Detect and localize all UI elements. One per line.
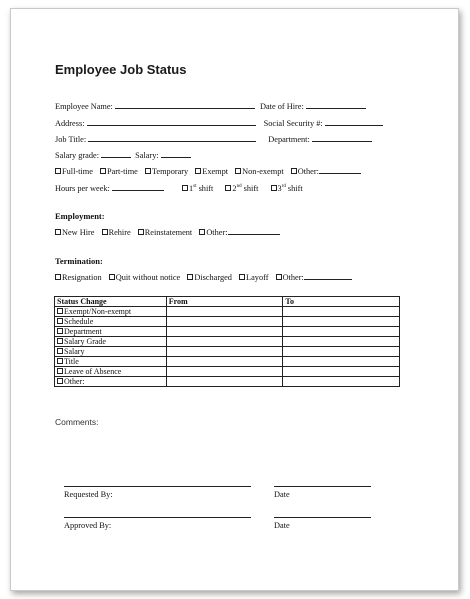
employee-name-row <box>55 101 366 112</box>
employment-heading: Employment: <box>55 211 105 221</box>
part-time-option[interactable]: Part-time <box>100 167 138 176</box>
status-cell[interactable]: Leave of Absence <box>55 367 167 377</box>
checkbox[interactable] <box>57 358 63 364</box>
date-of-hire-field[interactable] <box>306 101 366 109</box>
checkbox[interactable] <box>187 274 193 280</box>
other-termination-field[interactable] <box>304 272 352 280</box>
social-security-field[interactable] <box>325 118 383 126</box>
checkbox[interactable] <box>57 318 63 324</box>
checkbox[interactable] <box>195 168 201 174</box>
checkbox[interactable] <box>102 229 108 235</box>
status-cell[interactable]: Schedule <box>55 317 167 327</box>
table-row <box>55 337 400 347</box>
non-exempt-option[interactable]: Non-exempt <box>235 167 283 176</box>
checkbox[interactable] <box>182 185 188 191</box>
from-cell[interactable] <box>166 307 283 317</box>
to-header: To <box>283 297 400 307</box>
salary-label: Salary: <box>135 151 159 160</box>
requested-by-line[interactable] <box>64 486 251 487</box>
hours-row <box>55 182 303 194</box>
checkbox[interactable] <box>235 168 241 174</box>
table-row <box>55 357 400 367</box>
address-field[interactable] <box>87 118 256 126</box>
checkbox[interactable] <box>109 274 115 280</box>
other-employment-type-option[interactable]: Other: <box>291 167 361 176</box>
checkbox[interactable] <box>145 168 151 174</box>
from-cell[interactable] <box>166 317 283 327</box>
date-line-2[interactable] <box>274 517 371 518</box>
checkbox[interactable] <box>55 229 61 235</box>
requested-by-label: Requested By: <box>64 490 113 499</box>
job-title-row <box>55 134 372 145</box>
termination-options-row <box>55 272 352 283</box>
checkbox[interactable] <box>57 328 63 334</box>
status-cell[interactable]: Exempt/Non-exempt <box>55 307 167 317</box>
checkbox[interactable] <box>225 185 231 191</box>
resignation-option[interactable]: Resignation <box>55 273 102 282</box>
salary-grade-field[interactable] <box>101 150 131 158</box>
checkbox[interactable] <box>138 229 144 235</box>
checkbox[interactable] <box>55 168 61 174</box>
other-employment-field[interactable] <box>228 227 280 235</box>
from-cell[interactable] <box>166 377 283 387</box>
termination-heading: Termination: <box>55 256 103 266</box>
status-cell[interactable]: Salary Grade <box>55 337 167 347</box>
comments-label: Comments: <box>55 417 99 427</box>
first-shift-option[interactable]: 1st shift <box>182 184 213 193</box>
checkbox[interactable] <box>100 168 106 174</box>
from-cell[interactable] <box>166 337 283 347</box>
social-security-label: Social Security #: <box>263 119 323 128</box>
quit-without-notice-option[interactable]: Quit without notice <box>109 273 181 282</box>
employment-type-row <box>55 166 361 177</box>
employee-name-label: Employee Name: <box>55 102 113 111</box>
employee-name-field[interactable] <box>115 101 255 109</box>
page-title: Employee Job Status <box>55 62 187 77</box>
table-row <box>55 307 400 317</box>
to-cell[interactable] <box>283 357 400 367</box>
status-change-table <box>54 296 400 387</box>
approved-by-label: Approved By: <box>64 521 112 530</box>
status-cell[interactable]: Title <box>55 357 167 367</box>
to-cell[interactable] <box>283 347 400 357</box>
checkbox[interactable] <box>55 274 61 280</box>
from-cell[interactable] <box>166 357 283 367</box>
to-cell[interactable] <box>283 307 400 317</box>
from-cell[interactable] <box>166 367 283 377</box>
full-time-option[interactable]: Full-time <box>55 167 93 176</box>
temporary-option[interactable]: Temporary <box>145 167 188 176</box>
approved-by-line[interactable] <box>64 517 251 518</box>
status-cell[interactable]: Department <box>55 327 167 337</box>
table-row <box>55 327 400 337</box>
date-of-hire-label: Date of Hire: <box>259 102 304 111</box>
salary-grade-label: Salary grade: <box>55 151 100 160</box>
to-cell[interactable] <box>283 317 400 327</box>
checkbox[interactable] <box>239 274 245 280</box>
checkbox[interactable] <box>57 348 63 354</box>
from-cell[interactable] <box>166 347 283 357</box>
table-header-row <box>55 297 400 307</box>
job-title-label: Job Title: <box>55 135 87 144</box>
discharged-option[interactable]: Discharged <box>187 273 232 282</box>
checkbox[interactable] <box>199 229 205 235</box>
other-employment-type-field[interactable] <box>319 166 361 174</box>
employment-options-row <box>55 227 280 238</box>
from-header: From <box>166 297 283 307</box>
second-shift-option[interactable]: 2nd shift <box>225 184 258 193</box>
table-row <box>55 377 400 387</box>
checkbox[interactable] <box>271 185 277 191</box>
salary-row <box>55 150 191 161</box>
checkbox[interactable] <box>57 378 63 384</box>
address-label: Address: <box>55 119 85 128</box>
status-change-header: Status Change <box>55 297 167 307</box>
table-row <box>55 367 400 377</box>
table-row <box>55 347 400 357</box>
date-label-2: Date <box>274 521 290 530</box>
rehire-option[interactable]: Rehire <box>102 228 131 237</box>
salary-field[interactable] <box>161 150 191 158</box>
checkbox[interactable] <box>57 308 63 314</box>
status-cell[interactable]: Salary <box>55 347 167 357</box>
from-cell[interactable] <box>166 327 283 337</box>
department-field[interactable] <box>312 134 372 142</box>
checkbox[interactable] <box>57 338 63 344</box>
address-row <box>55 118 383 129</box>
date-line-1[interactable] <box>274 486 371 487</box>
table-row <box>55 317 400 327</box>
other-termination-option[interactable]: Other: <box>276 273 352 282</box>
hours-per-week-field[interactable] <box>112 183 164 191</box>
other-employment-option[interactable]: Other: <box>199 228 279 237</box>
exempt-option[interactable]: Exempt <box>195 167 228 176</box>
to-cell[interactable] <box>283 327 400 337</box>
third-shift-option[interactable]: 3rd shift <box>271 184 303 193</box>
checkbox[interactable] <box>57 368 63 374</box>
reinstatement-option[interactable]: Reinstatement <box>138 228 192 237</box>
layoff-option[interactable]: Layoff <box>239 273 268 282</box>
date-label-1: Date <box>274 490 290 499</box>
checkbox[interactable] <box>276 274 282 280</box>
status-cell[interactable]: Other: <box>55 377 167 387</box>
to-cell[interactable] <box>283 367 400 377</box>
job-title-field[interactable] <box>88 134 256 142</box>
checkbox[interactable] <box>291 168 297 174</box>
department-label: Department: <box>268 135 310 144</box>
to-cell[interactable] <box>283 377 400 387</box>
new-hire-option[interactable]: New Hire <box>55 228 94 237</box>
to-cell[interactable] <box>283 337 400 347</box>
hours-per-week-label: Hours per week: <box>55 183 110 193</box>
